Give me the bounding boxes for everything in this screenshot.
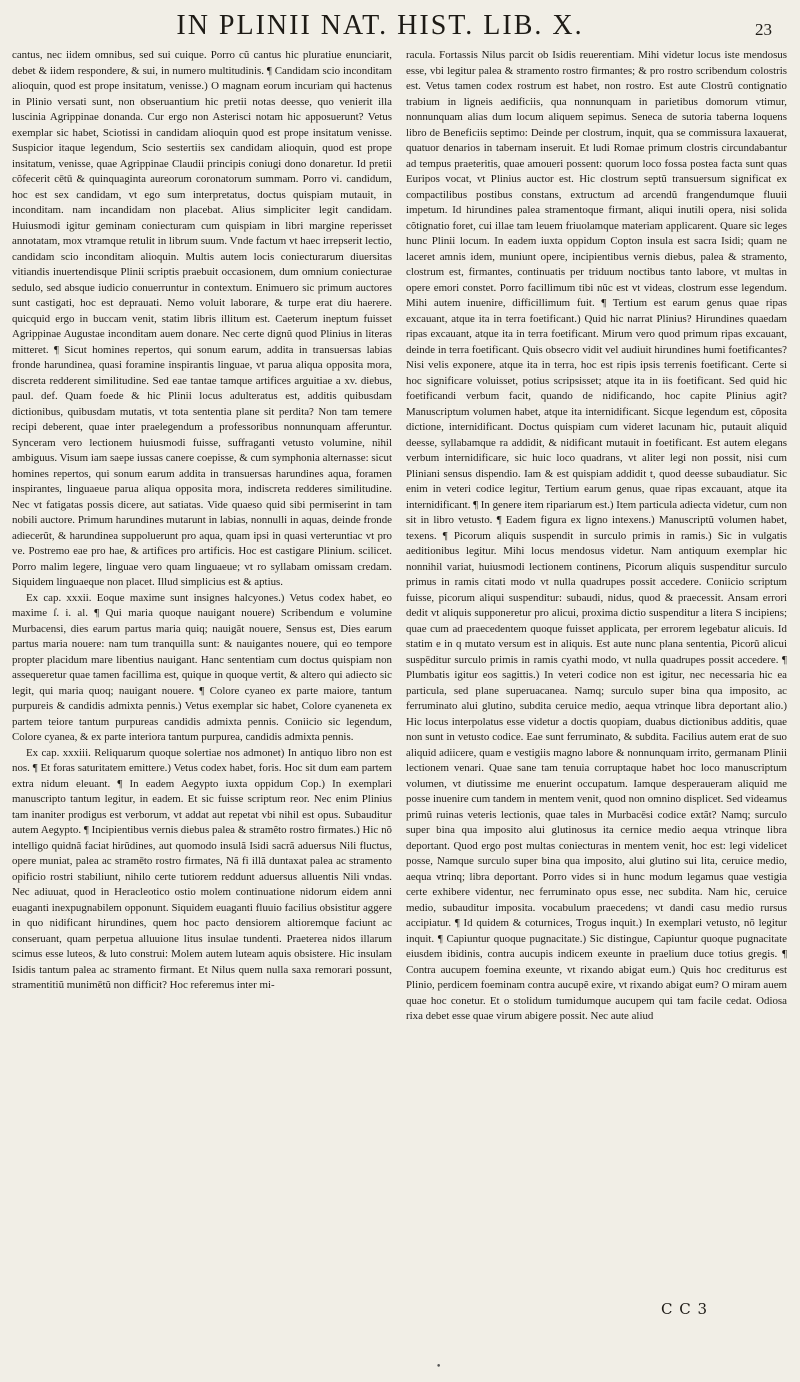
- left-paragraph: Ex cap. xxxii. Eoque maxime sunt insignes halcyones.) Vetus codex habet, eo maxime ſ. i. al. ¶ Qui maria quoque nauigant nouere) Scribendum e volumine Murbacensi, dies earum partus maria quiq; nauigăt nouere, Sensus est, Dies earum partus maria nouere: nam tum tranquilla sunt: & nauigantes nouere, qui eo tempore propter placidum mare libentius nauigant. Hanc sententiam cum doctus quispiam non assequeretur quae tamen facillima est, quique in quoque vertit, & altero qui adiecto sic legit, qui maria quoq; nauigant nouere. ¶ Colore cyaneo ex parte maiore, tantum purpureis & candidis admixta pennis.) Vetus exemplar sic habet, Colore cyaneneta ex partem teiore tantum purpureas candidis admixta pennis. Coniicio sic legendum, Colore cyanea, & ex parte interiora tantum purpurea, candidis admixta pennis.: [12, 591, 392, 743]
- signature-mark: C C 3: [660, 1300, 708, 1318]
- right-column: [406, 48, 787, 1308]
- left-column: [12, 48, 392, 1308]
- page-number: 23: [755, 20, 772, 39]
- left-paragraph: cantus, nec iidem omnibus, sed sui cuique. Porro cũ cantus hic pluratiue enunciarit, debet & iidem respondere, & sui, in numero multitudinis. ¶ Candidam scio inconditam alioquin, quod est prope insitatum, venisse.) O magnam eorum incuriam qui hactenus in Plinio versati sunt, non obseruantium hic pretii notas deesse, quo venierit illa luscinia Agrippinae donanda. Cur ergo non Asterisci notam hic apposuerunt? Vetus exemplar sic habet, Sciotissi in candidam alioquin quod est prope insitatum venisse. Suspicior itaque legendum, Scio sestertiis sex candidam alioquin, quod est prope insitatum, venisse, quae Agrippinae Claudii principis coniugi dono donaretur. Id pretii cõfecerit cētū & quinquaginta aureorum coronatorum summam. Porro vi. candidum, hoc est sex candidam, vt ego sum interpretatus, doctus quispiam mutauit, in inconditam. nam incandidam non placebat. Alius simpliciter legit candidam. Huiusmodi igitur geminam coniecturam cum quispiam in libri margine reperisset annotatam, mox vtramque retulit in librum suum. Vnde factum vt haec irrepserit lectio, candidam scio inconditam alioquin. Multis autem locis coniecturarum diuersitas vitiandis inuertendisque Plinii scriptis praebuit occasionem, dum omnium coniecturae sedulo, sed absque iudicio conuerruntur in contextum. Enimuero sic primum auctores sunt castigati, hoc est deprauati. Nemo voluit laborare, & turpe erat diu haerere. quicquid ergo in buccam venit, statim libris illitum est. Caeterum ineptum fuisset Agrippinae Augustae inconditam auem donare. Nec certe dignũ quod Plinius in literas mitteret. ¶ Sicut homines repertos, qui sonum earum, addita in transuersas labias fronde harundinea, quasi foramine inspirantis linguae, vt parua aliqua opposita mora, discreta redderent similitudine. Sed eae tantae tamque artifices arguitiae a xv. diebus, paul. def. Quam foede & hic Plinii locus adulteratus est, additis quibusdam dictionibus, quibusdam mutatis, vt tota sententia plane sit perdita? Non tam temere recipi deberent, quae inter praelegendum a professoribus nonnunquam afferuntur. Synceram vero lectionem huiusmodi fuisse, suffraganti vetusto volumine, nihil ambiguus. Visum iam saepe iussas canere coepisse, & cum symphonia alternasse: sicut homines repertos, qui sonum earum addita in transuersas harundines aqua, foramen inspirantes, linguaeue parua aliqua opposita mora, indiscreta redderes similitudine. Nec vt fatigatas possis dicere, aut satiatas. Vide quaeso quid sibi permiserint in tam nobili auctore. Primum harundines mutarunt in labias, nonnulli in aquas, deinde fronde adiecerũt, & harundinea suppoluerunt pro aqua, quam ipsi in quasi verteruntiac vt pro ve. Postremo eae pro hae, & artifices pro artificis. Hoc est castigare Plinium. scilicet. Porro malim legere, linguae vero quam linguaeue; vt ro syllabam omissam credam. Siquidem linguaeque non placet. Illud simplicius est & aptius.: [12, 49, 392, 588]
- ornament-mark: •: [436, 1362, 442, 1372]
- right-paragraph: racula. Fortassis Nilus parcit ob Isidis reuerentiam. Mihi videtur locus iste mendosus esse, vbi legitur palea & stramento rostro firmantes; & pro rostro scribendum colostris est. Vetus tamen codex rostrum est habet, non rostro. Est aute Clostrũ contignatio trabium in ligneis aedificiis, qua nonnunquam in parietibus domorum vtimur, nonnunquam alias dum locum aliquem sepimus. Seneca de sutoria taberna loquens libro de Beneficiis septimo: Deinde per clostrum, inquit, qua se commissura laxauerat, quatuor denarios in tabernam inseruit. Et ludi Romae primum clostris circundabantur ad tempus praeteritis, quae amoueri possent: quorum loco fossa postea facta sunt quas Euripos vocat, vt Plinius auctor est. Hic clostrum septũ transuersum significat ex compactilibus postibus constans, extructum ad arcendũ frangendumque fluuii impetum. Id hirundines palea stramentoque firmant, aliqui inutili opera, nisi solida cõtignatio foret, cui illae tam leuem friuolamque materiam applicarent. Quare sic leges hunc Plinii locum. In eadem iuxta oppidum Copton insula est sacra Isidi; quam ne laceret amnis idem, muniunt opere, incipientibus vernis diebus, palea & stramento, clostrum est, firmantes, continuatis per triduum noctibus tanto labore, vt multas in opere emori constet. Porro facillimum tibi nũc est vt videas, clostrum esse legendum. Mihi autem inuenire, difficillimum fuit. ¶ Tertium est earum genus quae ripas excauant, atque ita in terra foetificant.) Quid hic narrat Plinius? Hirundines quaedam ripas excauant, atque ita in terra foetificant. Mirum vero quod primum ripas excauant, deinde in terra foetificant. Quis obsecro vidit vel audiuit hirundines humi foetificantes? Nisi velis exponere, atque ita in terra, hoc est ripis ipsis terrenis foetificant. Certe si hoc significare voluisset, potius scripsisset; atque ita in iis foetificant. Sed quid hic foetificandi verbum facit, quando de nidificando, hoc capite Plinius agit? Manuscriptum volumen habet, atque ita internidificant. Sicque legendum est, cõposita dictione, internidificant. Doctus quispiam cum videret lacunam hic, putauit aliquid deesse, syllabamque ra addidit, & nidificant mutauit in foetificant. Est autem elegans verbum internidificare, sic huic loco quadrans, vt aliter legi non possit, nisi cum Pliniani sensus dispendio. Iam & est quispiam addidit t, quod deesse subaudiatur. Sic enim in veteri codice legitur, Tertium earum genus, quae ripas excauant, atque ita internidificant. ¶ In genere item ripariarum est.) Item particula adiecta videtur, cum non sit in libro vetusto. ¶ Eadem figura ex ligno intexens.) Manuscriptũ volumen habet, texens. ¶ Picorum aliquis suspendit in surculo primis in ramis.) Sic in vulgatis aeditionibus legitur. Mihi locus mendosus videtur. Nam antiquum exemplar hic nonnihil variat, huiusmodi lectionem continens, Picorum aliquis suspenditur surculo primus in ramis citati modo vt nulla quadrupes possit accedere. Coniicio scriptum fuisse, picorum aliqui suspenditur: subaudi, nidus, quod & praecessit. Ansam errori dedit vt aliquis supponeretur pro alicui, proxima dictio suspenditur a litera S incipiens; quae cum ad praecedentem quoque fuisset applicata, per errorem legebatur alicuis. Id statim e in q mutato versum est in aliquis. Est aute nunc plana sententia, Picorũ alicui suspēditur surculo primis in ramis cyathi modo, vt nulla quadrupes possit accedere. ¶ Plumbatis igitur eos sagittis.) In veteri codice non est igitur, nec necessaria hic ea particula, sed plane superuacanea. Namq; surculo super bina qua imposito, ac ferruminato alui glutino, subdita ceruice medio, aequa vtrinque libra deportant alio.) Hic locus interpolatus esse videtur a doctis quopiam, duabus dictionibus additis, quae non sunt in vetusto codice. Eae sunt ferruminato, & subdita. Facilius autem erat de suo aliquid adiicere, quam e vestigiis magno labore & nonnunquam irrito, germanam Plinii lectionem venari. Quae sane tam tenuia corruptaque habet hoc loco manuscriptum volumen, vt diutissime me enuerint occupatum. Iamque desperaueram aliquid me posse inuenire cum tandem in mentem venit, quod non omnino displicet. Sed videamus primũ ruinas veteris lectionis, quae tales in Murbacēsi codice extãt? Namq; surculo super bina qua imposito alui glutinosus ita cernice medio aequa vtrinque libra deportant. Quod ergo post multas coniecturas in mentem venit, hoc est: legi videlicet posse, Namque surculo super bina qua imposito, alui glutino sui lita, ceruice medio, aequa vtrinq; libra deportant. Porro vides si in hunc modum legamus quae vestigia certe exhibere videntur, nec ferruminato opus esse, nec subdita. Nam hic, ceruice medio, subauditur imposita. vocabulum praecedens; vt dandi casu medio rursus accipiatur. ¶ Id quidem & coturnices, Trogus inquit.) In exemplari vetusto, nõ legitur inquit. ¶ Capiuntur quoque pugnacitate.) Sic distingue, Capiuntur quoque pugnacitate eiusdem ibidinis, contra aucupis indicem exeunte in praelium duce totius gregis. ¶ Contra aucupem foemina exeunte, vt rixando abigat eum.) Quis hoc crediturus est Plinio, perdicem foeminam contra aucupẽ exire, vt rixando abigat eum? O miram auem quae hoc conetur. Et o stolidum tumidumque aucupem qui tam facile cedat. Odiosa rixa debet esse quae virum abigere possit. Nec aute aliud: [406, 49, 787, 1022]
- left-paragraph: Ex cap. xxxiii. Reliquarum quoque solertiae nos admonet) In antiquo libro non est nos. ¶ Et foras saturitatem emittere.) Vetus codex habet, foris. Hoc sit dum eam partem extra nidum eleuant. ¶ In eadem Aegypto iuxta oppidum Cop.) In exemplari manuscripto tantum legitur, in eadem. Et sic fuisse scriptum reor. Nec enim Plinius tam inaniter prodigus est verborum, vt addat aut repetat vbi nihil est opus. Subauditur autem Aegypto. ¶ Incipientibus vernis diebus palea & stramẽto rostro firmates.) Hic nõ intelligo quidnã faciat hirũdines, aut quomodo insulã Isidi sacrã aduersus Nili fluctus, opere muniat, palea ac stramēto rostro firmates, Nã fi illã duntaxat palea ac stramento opificio rostri stabiliunt, nihilo certe tutiorem reddunt aduersus alluentis Nili vndas. Nec adiuuat, quod in Heracleotico ostio molem continuatione nidorum eidem anni euaganti inexpugnabilem opponunt. Siquidem euaganti fluuio facilius obsistitur aggere in quo nidificant hirundines, quem hoc pacto densiorem altioremque faciunt ac conseruant, quam perpetua alluuione litus insulae tundenti. Praeterea nidos illarum scimus esse luteos, & luto construi: Molem autem luteam aquis obsistere. Hic insulam Isidis tantum palea ac stramento firmant. Et Nilus quem nulla saxa remorari possunt, stramentitiũ munimētũ non difficit? Hoc referemus inter mi-: [12, 746, 392, 991]
- page-header: [0, 6, 800, 42]
- running-title: IN PLINII NAT. HIST. LIB. X.: [176, 10, 584, 41]
- page-footer: [0, 1300, 800, 1324]
